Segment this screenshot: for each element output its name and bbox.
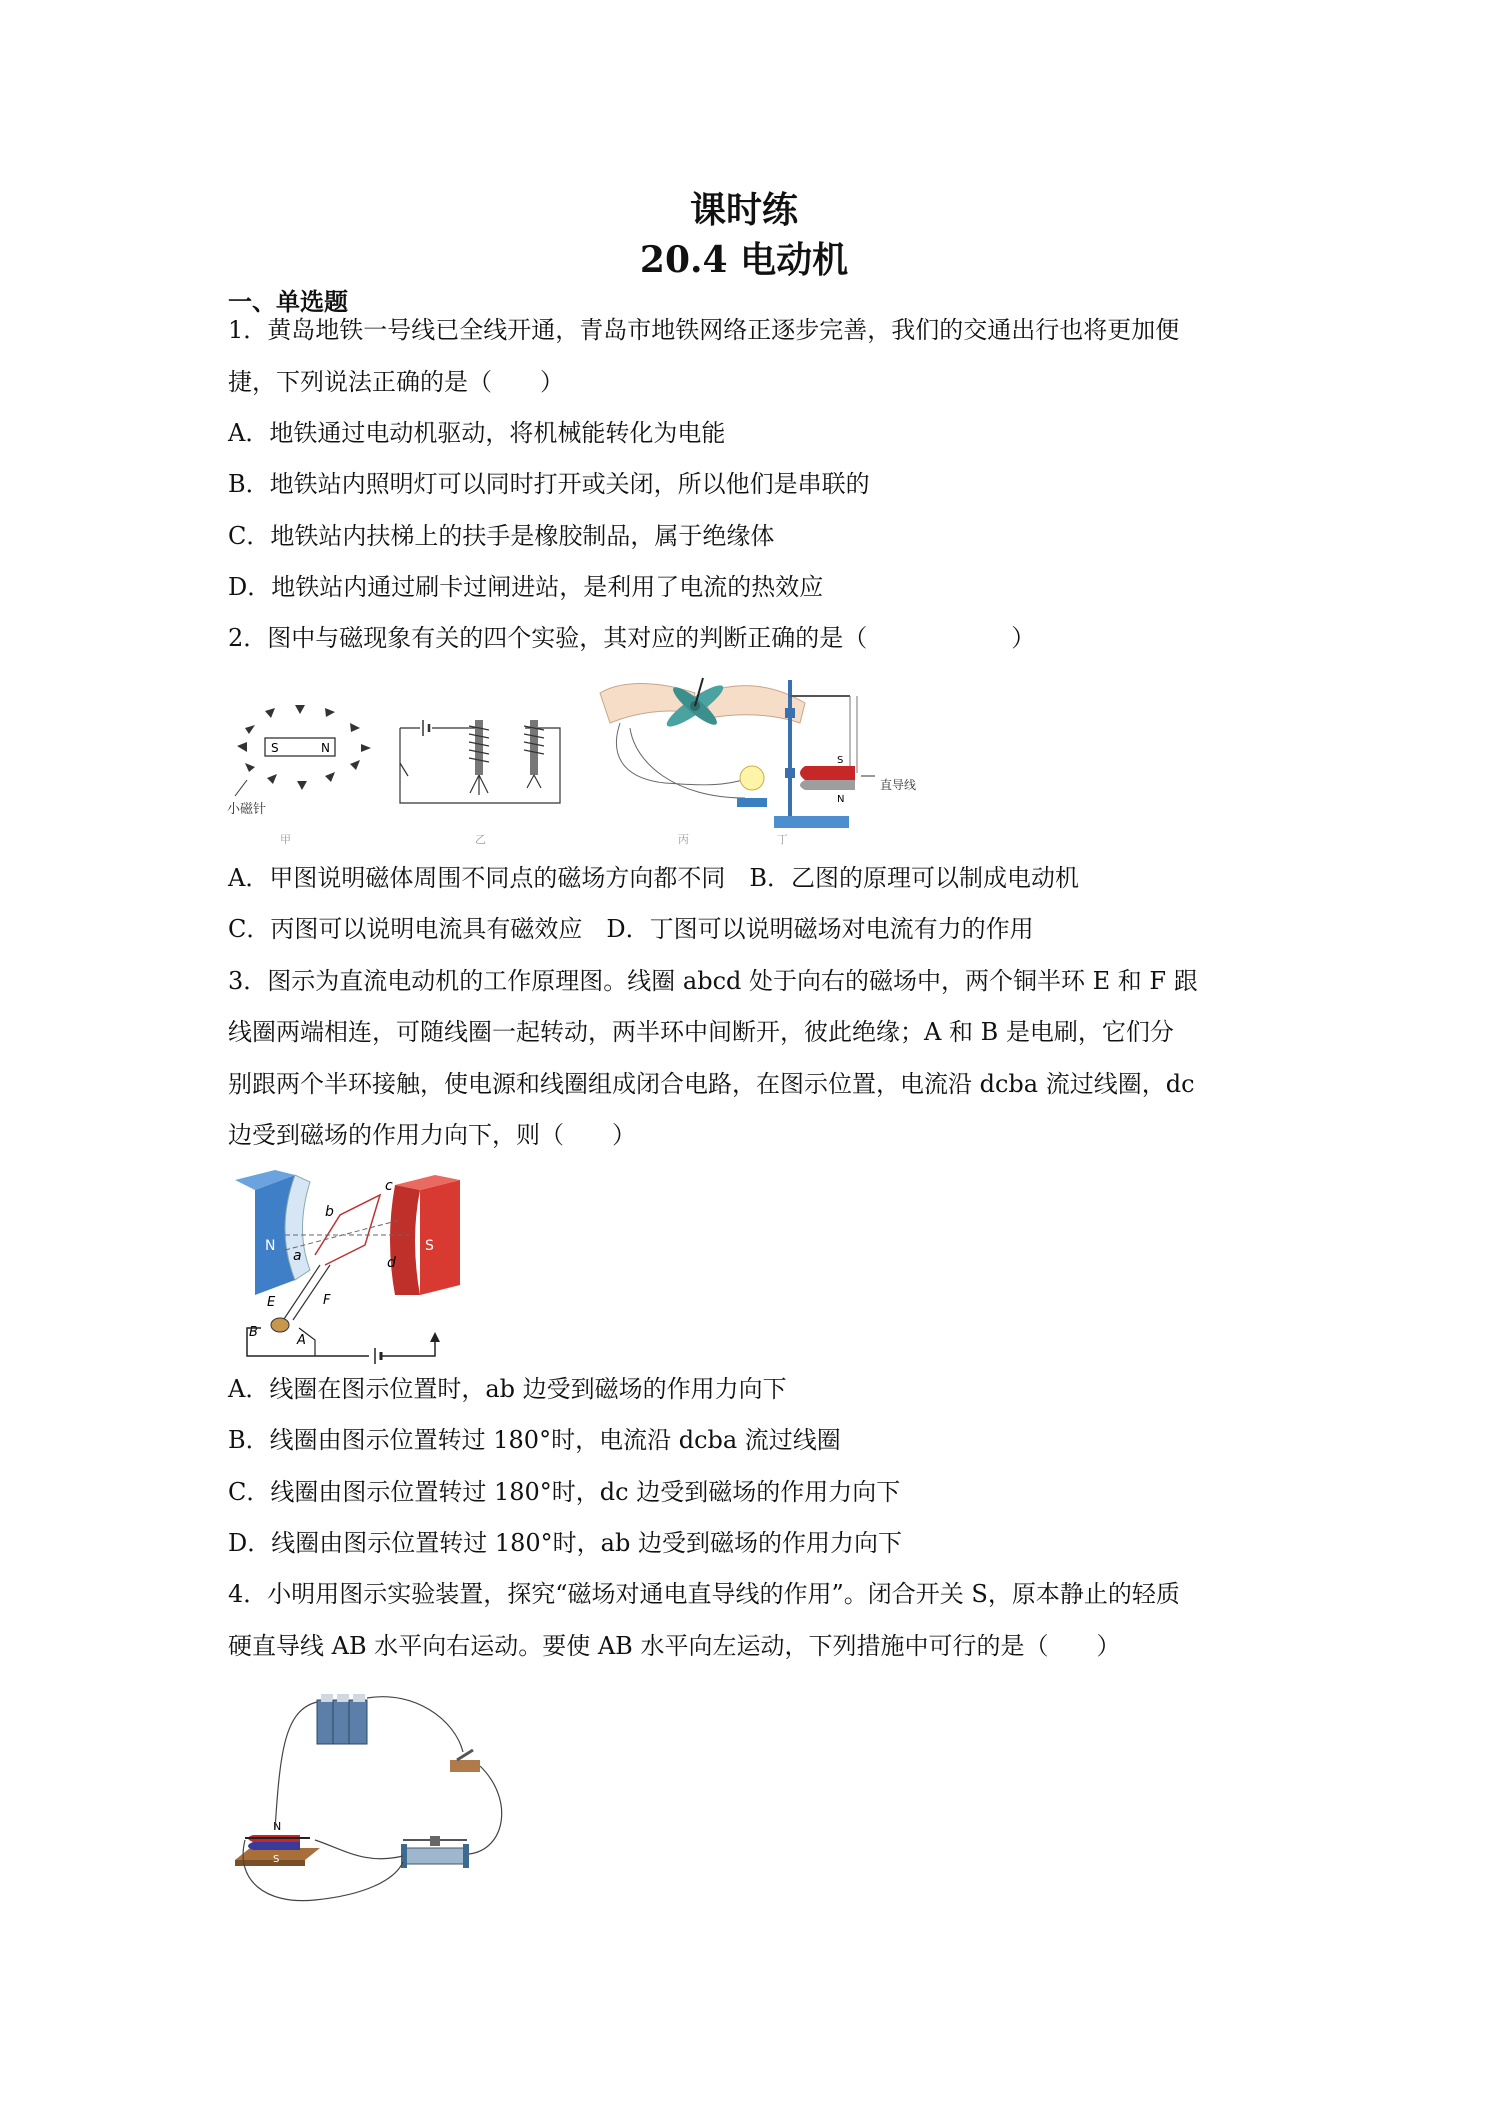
coil-c-label: c bbox=[385, 1178, 393, 1194]
q4-circuit-figure bbox=[225, 1690, 525, 1910]
q3-stem-line3: 别跟两个半环接触，使电源和线圈组成闭合电路，在图示位置，电流沿 dcba 流过线圈，dc bbox=[228, 1070, 1195, 1098]
section-heading: 一、单选题 bbox=[228, 287, 348, 316]
q3-motor-figure bbox=[225, 1170, 485, 1365]
page-title: 课时练 bbox=[689, 189, 798, 231]
q3-option-c: C．线圈由图示位置转过 180°时，dc 边受到磁场的作用力向下 bbox=[228, 1478, 901, 1506]
coil-d-label: d bbox=[387, 1255, 396, 1271]
ring-f-label: F bbox=[323, 1293, 331, 1308]
stand-n-label: N bbox=[837, 794, 845, 805]
caption-ding: 丁 bbox=[777, 833, 788, 846]
magnet-s-label: S bbox=[271, 741, 279, 755]
motor-n-label: N bbox=[265, 1238, 276, 1254]
caption-yi: 乙 bbox=[475, 833, 486, 846]
ring-e-label: E bbox=[267, 1295, 276, 1310]
magnet-n-label: N bbox=[321, 741, 330, 755]
q1-option-a: A．地铁通过电动机驱动，将机械能转化为电能 bbox=[228, 419, 726, 447]
stand-s-label: S bbox=[837, 755, 844, 766]
rheostat bbox=[401, 1836, 469, 1868]
q1-stem-line2: 捷，下列说法正确的是（ ） bbox=[228, 368, 564, 396]
electromagnet-diagram bbox=[400, 720, 560, 846]
coil-a-label: a bbox=[293, 1248, 302, 1264]
magnet-compass-diagram bbox=[227, 705, 371, 846]
q3-option-a: A．线圈在图示位置时，ab 边受到磁场的作用力向下 bbox=[228, 1375, 787, 1403]
q1-option-d: D．地铁站内通过刷卡过闸进站，是利用了电流的热效应 bbox=[228, 573, 824, 601]
q3-stem-line2: 线圈两端相连，可随线圈一起转动，两半环中间断开，彼此绝缘；A 和 B 是电刷，它们分 bbox=[228, 1018, 1174, 1046]
q3-option-b: B．线圈由图示位置转过 180°时，电流沿 dcba 流过线圈 bbox=[228, 1426, 841, 1454]
q2-stem-line1: 2．图中与磁现象有关的四个实验，其对应的判断正确的是（ ） bbox=[228, 624, 1036, 652]
q4-s-label: S bbox=[273, 1854, 280, 1865]
motor-s-label: S bbox=[425, 1238, 434, 1254]
q3-stem-line4: 边受到磁场的作用力向下，则（ ） bbox=[228, 1121, 636, 1149]
q4-stem-line1: 4．小明用图示实验装置，探究“磁场对通电直导线的作用”。闭合开关 S，原本静止的轻质 bbox=[228, 1580, 1180, 1608]
coil-b-label: b bbox=[325, 1204, 334, 1220]
q2-figure bbox=[225, 668, 845, 848]
q3-option-d: D．线圈由图示位置转过 180°时，ab 边受到磁场的作用力向下 bbox=[228, 1529, 902, 1557]
compass-needle-label: 小磁针 bbox=[227, 802, 267, 817]
q1-option-c: C．地铁站内扶梯上的扶手是橡胶制品，属于绝缘体 bbox=[228, 522, 775, 550]
straight-wire-label: 直导线 bbox=[880, 778, 917, 792]
q1-option-b: B．地铁站内照明灯可以同时打开或关闭，所以他们是串联的 bbox=[228, 470, 870, 498]
q4-stem-line2: 硬直导线 AB 水平向右运动。要使 AB 水平向左运动，下列措施中可行的是（ ） bbox=[228, 1632, 1121, 1660]
q4-n-label: N bbox=[273, 1820, 282, 1833]
brush-a-label: A bbox=[297, 1333, 306, 1348]
page-subtitle: 20.4 电动机 bbox=[639, 239, 849, 281]
caption-jia: 甲 bbox=[280, 833, 291, 846]
switch bbox=[450, 1750, 480, 1772]
magnet-base bbox=[235, 1820, 320, 1866]
q2-options-line1: A．甲图说明磁体周围不同点的磁场方向都不同 B．乙图的原理可以制成电动机 bbox=[228, 864, 1079, 892]
battery-pack bbox=[317, 1694, 367, 1744]
q3-stem-line1: 3．图示为直流电动机的工作原理图。线圈 abcd 处于向右的磁场中，两个铜半环 E 和 F 跟 bbox=[228, 967, 1198, 995]
q1-stem-line1: 1．黄岛地铁一号线已全线开通，青岛市地铁网络正逐步完善，我们的交通出行也将更加便 bbox=[228, 316, 1180, 344]
caption-bing: 丙 bbox=[678, 833, 689, 846]
brush-b-label: B bbox=[249, 1325, 258, 1340]
q2-options-line2: C．丙图可以说明电流具有磁效应 D．丁图可以说明磁场对电流有力的作用 bbox=[228, 915, 1034, 943]
wire-stand-diagram bbox=[774, 680, 875, 846]
